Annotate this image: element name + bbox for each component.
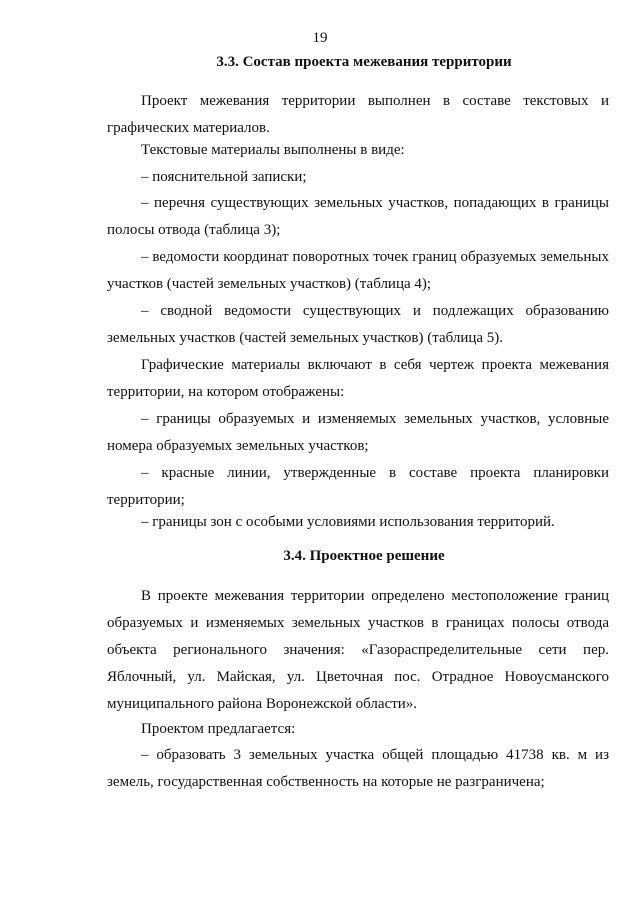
text-item-1: – пояснительной записки; [141,169,307,185]
proposal-lead: Проектом предлагается: [141,721,296,737]
text-materials-lead: Текстовые материалы выполнены в виде: [141,142,405,158]
section-3-3-title: 3.3. Состав проекта межевания территории [216,54,512,70]
section-3-3-intro: Проект межевания территории выполнен в составе текстовых и графических материалов. [107,93,609,136]
section-3-4-paragraph: В проекте межевания территории определено местоположение границ образуемых и изменяемых земельных участков в границах полосы отвода объекта регионального значения: «Газораспределительные сети пер. Яблочный, ул. Майская, ул. Цветочная пос. Отрадное Новоусманского муниципального района Воронежской области». [107,588,609,712]
graphic-item-2: – красные линии, утвержденные в составе проекта планировки территории; [107,465,609,508]
section-3-4-title: 3.4. Проектное решение [283,548,445,564]
proposal-item-1: – образовать 3 земельных участка общей площадью 41738 кв. м из земель, государственная собственность на которые не разграничена; [107,747,609,790]
text-item-2: – перечня существующих земельных участков, попадающих в границы полосы отвода (таблица 3); [107,195,609,238]
text-item-3: – ведомости координат поворотных точек границ образуемых земельных участков (частей земельных участков) (таблица 4); [107,249,609,292]
page-number: 19 [312,30,328,46]
graphic-materials-lead: Графические материалы включают в себя чертеж проекта межевания территории, на котором отображены: [107,357,609,400]
graphic-item-3: – границы зон с особыми условиями использования территорий. [141,514,555,530]
text-item-4: – сводной ведомости существующих и подлежащих образованию земельных участков (частей земельных участков) (таблица 5). [107,303,609,346]
graphic-item-1: – границы образуемых и изменяемых земельных участков, условные номера образуемых земельных участков; [107,411,609,454]
